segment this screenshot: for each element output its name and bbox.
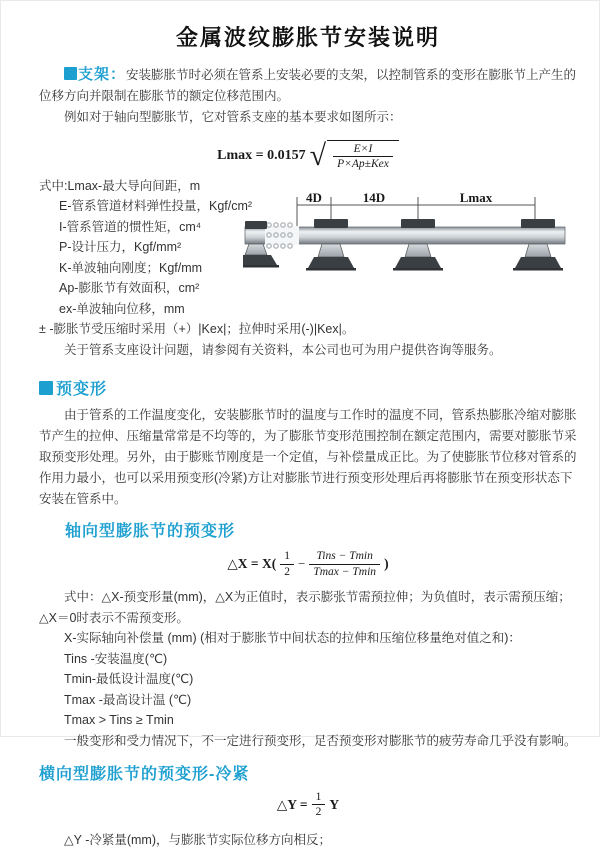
lmax-formula-numerator: E×I bbox=[333, 142, 393, 157]
definition-line: 关于管系支座设计问题，请参阅有关资料，本公司也可为用户提供咨询等服务。 bbox=[64, 342, 502, 357]
note-line: Tmax > Tins ≥ Tmin bbox=[64, 713, 174, 727]
lmax-formula-denominator: P×Ap±Kex bbox=[337, 158, 389, 171]
section-marker-square bbox=[39, 381, 53, 395]
axial-formula bbox=[39, 549, 577, 579]
lateral-note bbox=[39, 830, 577, 850]
predeform-section-heading bbox=[39, 376, 577, 399]
note-line: Tmax -最高设计温 (℃) bbox=[64, 692, 192, 707]
definition-line: I-管系管道的惯性矩，cm⁴ bbox=[59, 219, 202, 234]
lmax-formula-lhs: Lmax = 0.0157 bbox=[217, 147, 306, 163]
definition-line: Ap-膨胀节有效面积，cm² bbox=[59, 281, 200, 296]
axial-formula-close-paren: ) bbox=[384, 556, 389, 572]
page-content bbox=[1, 1, 599, 850]
axial-formula-minus: − bbox=[298, 556, 306, 572]
axial-subsection-heading: 轴向型膨胀节的预变形 bbox=[65, 523, 236, 541]
temp-fraction-denominator: Tmax − Tmin bbox=[313, 565, 377, 578]
note-line: △Y -冷紧量(mm)，与膨胀节实际位移方向相反； bbox=[64, 832, 332, 847]
lmax-formula bbox=[39, 140, 577, 172]
pipe-support-diagram bbox=[243, 191, 595, 293]
radical-content bbox=[327, 140, 399, 172]
definition-line: K-单波轴向刚度；Kgf/mm bbox=[59, 260, 203, 275]
axial-formula-temp-fraction bbox=[309, 549, 380, 579]
half-numerator: 1 bbox=[312, 790, 326, 805]
axial-formula-half-fraction bbox=[280, 549, 294, 579]
half-denominator: 2 bbox=[284, 565, 290, 578]
note-line: 一般变形和受力情况下，不一定进行预变形，足否预变形对膨胀节的疲劳寿命几乎没有影响。 bbox=[64, 733, 577, 748]
lateral-formula-half-fraction bbox=[312, 790, 326, 820]
predeform-heading-label: 预变形 bbox=[56, 381, 108, 399]
note-line: Tmin-最低设计温度(℃) bbox=[64, 672, 194, 686]
predeform-paragraph: 由于管系的工作温度变化，安装膨胀节时的温度与工作时的温度不同，管系热膨胀冷缩对膨胀节产生的拉伸、压缩量常常是不均等的，为了膨胀节变形范围控制在额定范围内，需要对膨胀节采取预变形处理。另外，由于膨账节刚度是一个定值，与补偿量成正比。为了使膨胀节位移对管系的作用力最小，也可以采用预变形(冷紧)方让对膨胀节进行预变形处理后再将膨胀节在预变形状态下安装在管系中。 bbox=[39, 408, 577, 507]
support-example-line: 例如对于轴向型膨胀节，它对管系支座的基本要求如图所示： bbox=[64, 110, 402, 124]
lmax-formula-fraction bbox=[333, 142, 393, 172]
dim-label-14d: 14D bbox=[362, 190, 386, 205]
note-line: Tins -安装温度(℃) bbox=[64, 651, 168, 666]
bellows-section bbox=[265, 223, 299, 248]
page-title: 金属波纹膨胀节安装说明 bbox=[175, 25, 440, 50]
section-marker-square bbox=[64, 67, 77, 80]
lateral-formula-lhs: △Y = bbox=[276, 796, 308, 812]
dim-label-4d: 4D bbox=[306, 190, 322, 205]
definition-line: ± -膨胀节受压缩时采用（+）|Kex|；拉伸时采用(-)|Kex|。 bbox=[39, 322, 355, 337]
definition-line: 式中:Lmax-最大导向间距，m bbox=[39, 178, 201, 193]
support-intro-paragraph bbox=[39, 64, 577, 107]
lateral-formula-rhs: Y bbox=[329, 796, 340, 812]
lateral-formula bbox=[39, 790, 577, 820]
lateral-subsection-heading: 横向型膨胀节的预变形-冷紧 bbox=[39, 766, 250, 783]
dim-label-lmax: Lmax bbox=[459, 190, 493, 205]
half-numerator: 1 bbox=[280, 549, 294, 564]
support-intro-text: 安装膨胀节时必须在管系上安装必要的支架，以控制管系的变形在膨胀节上产生的位移方向并限制在膨胀节的额定位移范围内。 bbox=[39, 68, 577, 103]
support-section-heading: 支架： bbox=[78, 66, 127, 83]
note-line: 式中：△X-预变形量(mm)，△X为正值时，表示膨张节需预拉伸；为负值时，表示需预压缩；△X＝0时表示不需预变形。 bbox=[39, 590, 571, 625]
note-line: X-实际轴向补偿量 (mm) (相对于膨胀节中间状态的拉伸和压缩位移量绝对值之和)： bbox=[64, 631, 521, 645]
half-denominator: 2 bbox=[315, 806, 322, 819]
definition-line: E-管系管道材料弹性投量，Kgf/cm² bbox=[59, 199, 253, 214]
axial-notes-list bbox=[39, 587, 577, 751]
temp-fraction-numerator: Tins − Tmin bbox=[309, 549, 380, 564]
definition-line: ex-单波轴向位移，mm bbox=[59, 301, 185, 316]
radical-sign: √ bbox=[309, 138, 327, 172]
axial-formula-lhs: △X = X( bbox=[227, 556, 277, 572]
definition-line: P-设计压力，Kgf/mm² bbox=[59, 240, 182, 255]
